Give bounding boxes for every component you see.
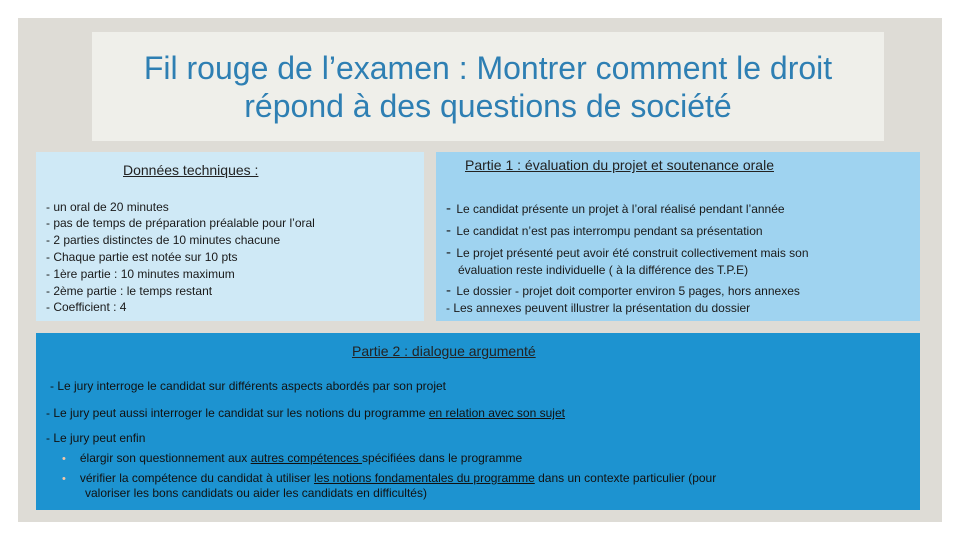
technical-data-box — [36, 152, 424, 321]
list-item: - Coefficient : 4 — [46, 300, 127, 314]
sub-list-item-continuation: valoriser les bons candidats ou aider les candidats en difficultés) — [85, 486, 427, 500]
list-item: - pas de temps de préparation préalable pour l’oral — [46, 216, 315, 230]
list-item: - Chaque partie est notée sur 10 pts — [46, 250, 238, 264]
part-2-heading: Partie 2 : dialogue argumenté — [352, 343, 536, 359]
list-item: - Le candidat n’est pas interrompu pendant sa présentation — [446, 222, 763, 239]
list-item: - Le candidat présente un projet à l’oral réalisé pendant l’année — [446, 200, 785, 217]
list-item: - Le jury interroge le candidat sur différents aspects abordés par son projet — [50, 379, 446, 393]
technical-data-heading: Données techniques : — [123, 162, 259, 178]
bullet-icon: • — [62, 453, 66, 465]
list-item-continuation: évaluation reste individuelle ( à la différence des T.P.E) — [458, 263, 749, 277]
part-1-heading: Partie 1 : évaluation du projet et soutenance orale — [465, 157, 774, 173]
list-item: - Le projet présenté peut avoir été construit collectivement mais son — [446, 244, 809, 261]
list-item: - 2 parties distinctes de 10 minutes chacune — [46, 233, 281, 247]
list-item: - Le jury peut enfin — [46, 431, 146, 445]
list-item: - un oral de 20 minutes — [46, 200, 169, 214]
slide-title: Fil rouge de l’examen : Montrer comment le droit répond à des questions de société — [143, 49, 833, 124]
list-item: - 2ème partie : le temps restant — [46, 284, 213, 298]
part-1-box — [436, 152, 920, 321]
list-item: - Le jury peut aussi interroger le candidat sur les notions du programme en relation avec son sujet — [46, 406, 565, 420]
part-2-box — [36, 333, 920, 510]
sub-list-item: • vérifier la compétence du candidat à utiliser les notions fondamentales du programme dans un contexte particulier (pour — [62, 471, 717, 485]
list-item: - Les annexes peuvent illustrer la présentation du dossier — [446, 301, 751, 315]
list-item: - Le dossier - projet doit comporter environ 5 pages, hors annexes — [446, 282, 800, 299]
list-item: - 1ère partie : 10 minutes maximum — [46, 267, 235, 281]
bullet-icon: • — [62, 473, 66, 485]
sub-list-item: • élargir son questionnement aux autres compétences spécifiées dans le programme — [62, 451, 523, 465]
title-box — [92, 32, 884, 141]
